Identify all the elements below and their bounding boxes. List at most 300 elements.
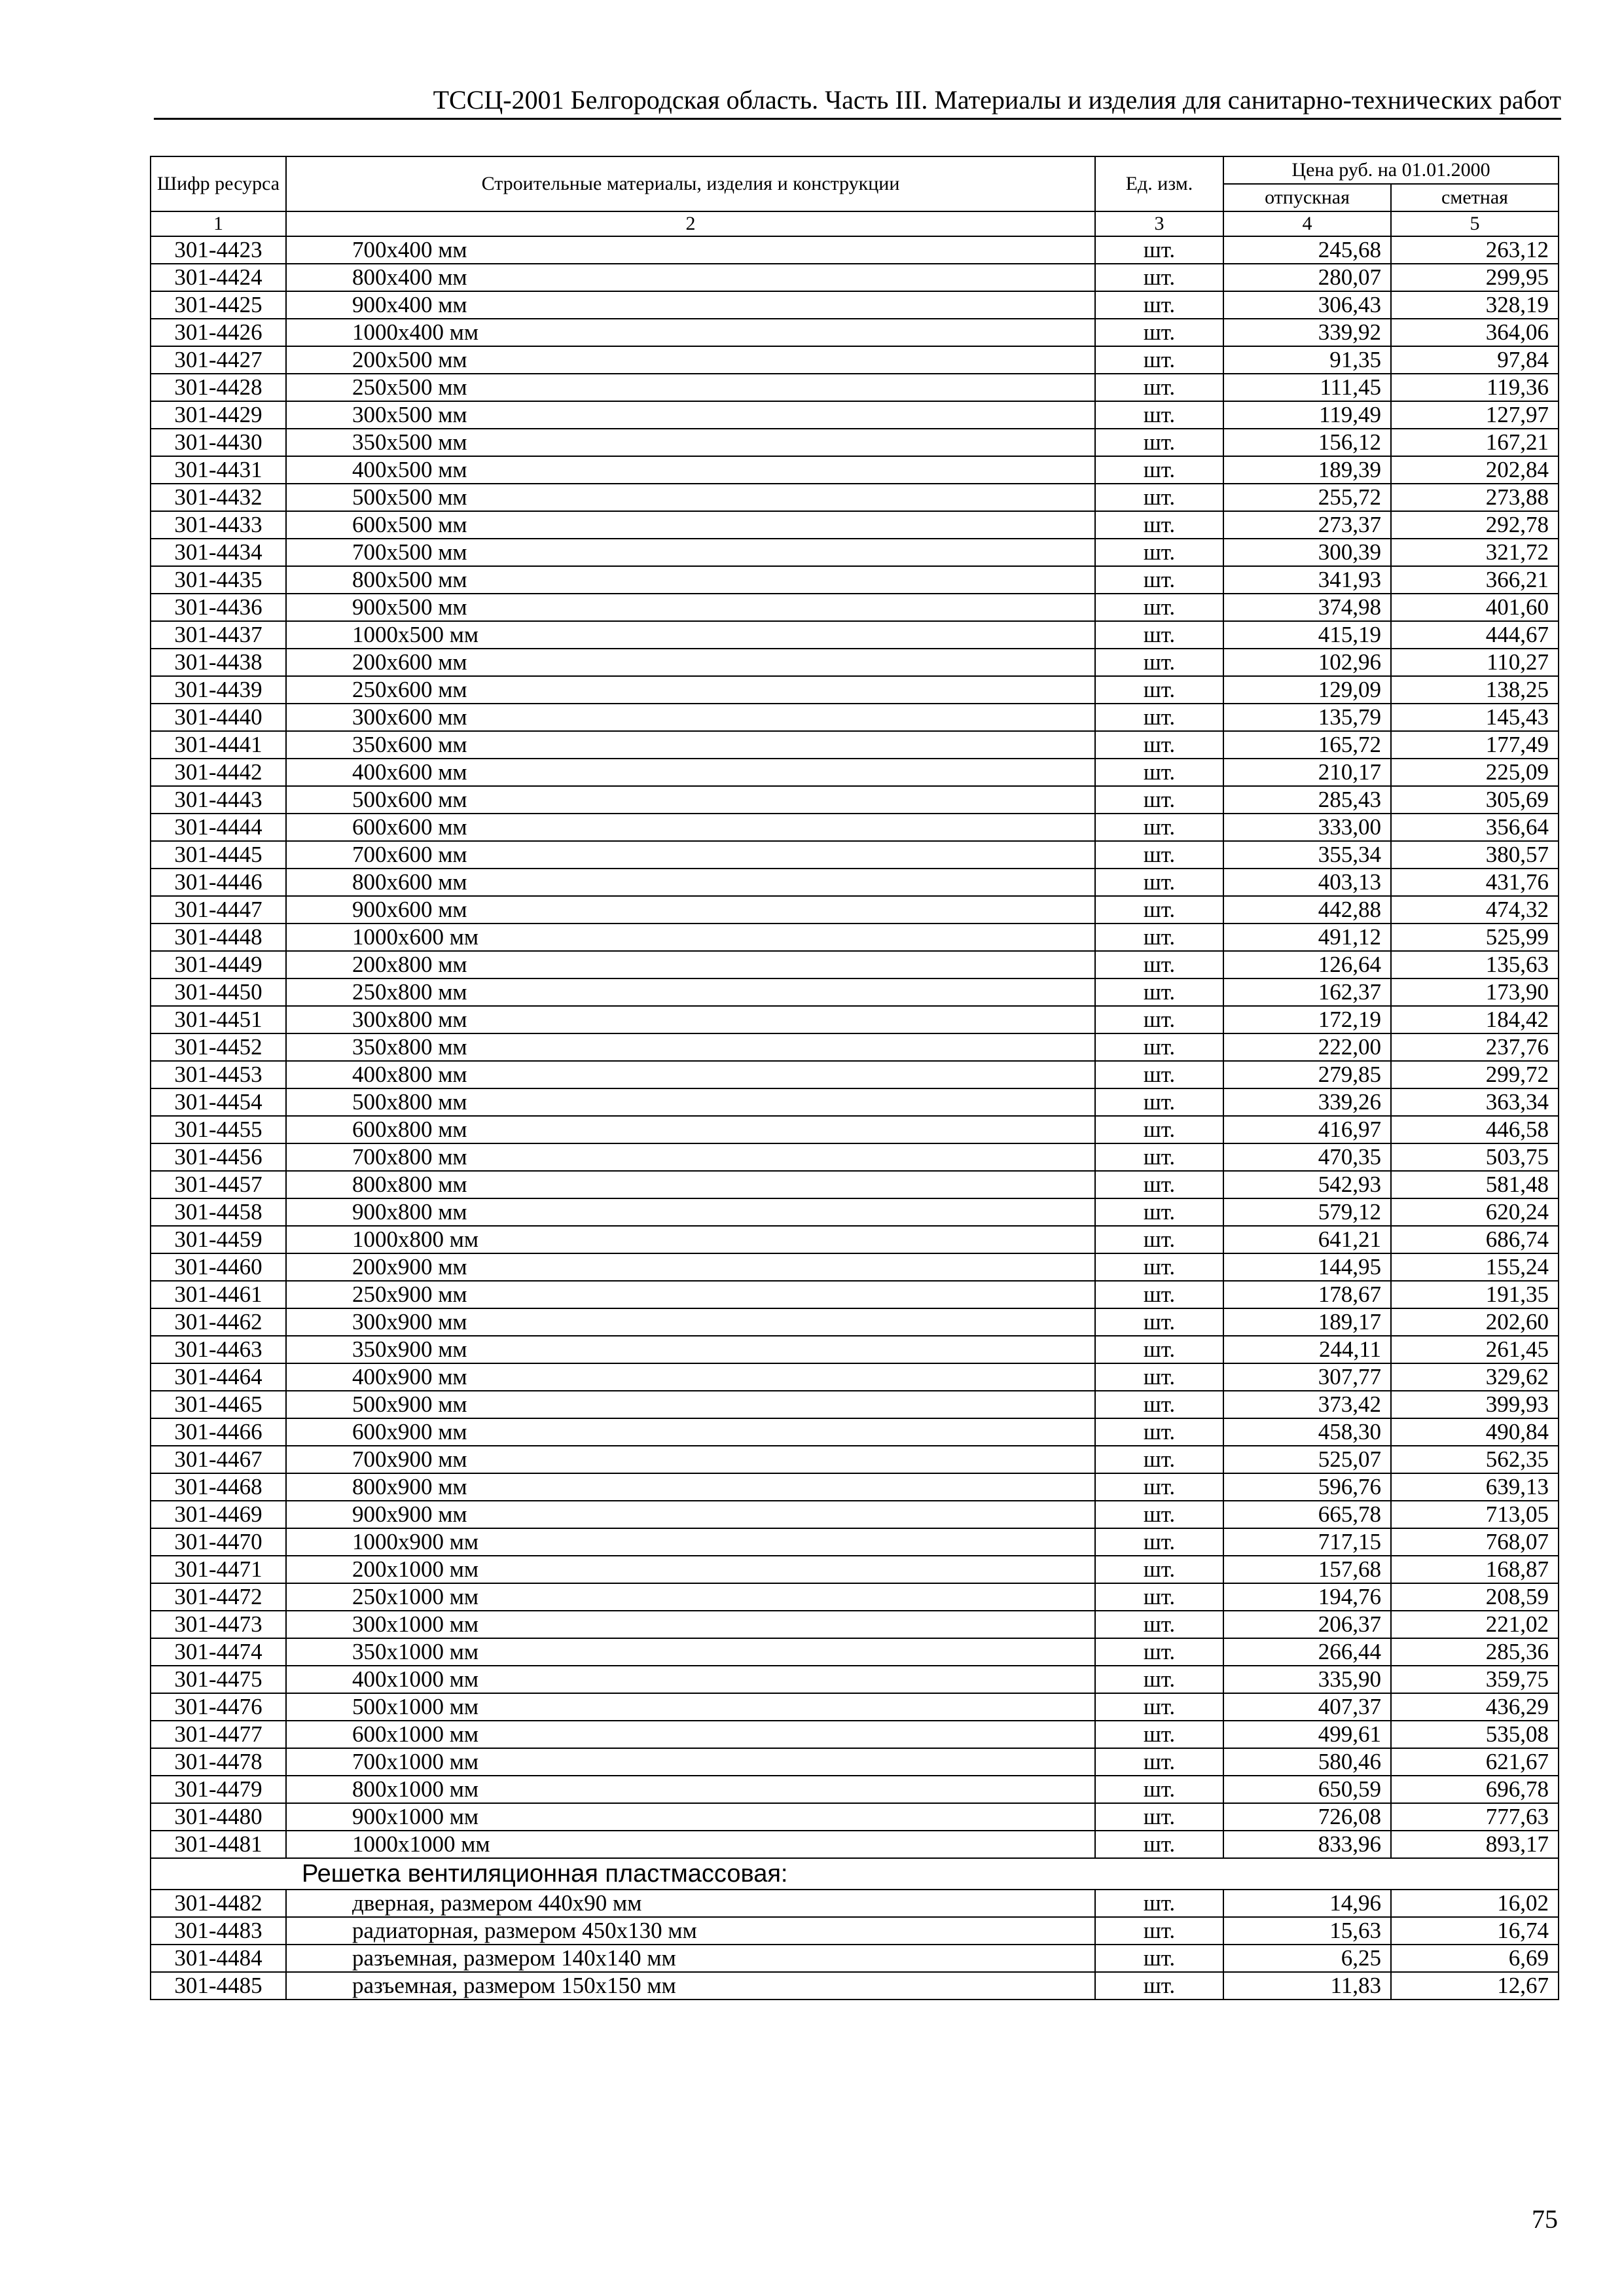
material-name-cell: разъемная, размером 150x150 мм — [286, 1972, 1095, 2000]
material-name-cell: 400x500 мм — [286, 456, 1095, 484]
material-name-cell: 400x800 мм — [286, 1061, 1095, 1088]
price-table-body — [151, 156, 1559, 2000]
resource-code-cell: 301-4449 — [151, 951, 286, 978]
material-name-cell: 1000x800 мм — [286, 1226, 1095, 1253]
table-row — [151, 1890, 1559, 1917]
table-row — [151, 511, 1559, 539]
unit-cell: шт. — [1095, 1336, 1223, 1363]
material-name-cell: 200x800 мм — [286, 951, 1095, 978]
unit-cell: шт. — [1095, 1528, 1223, 1556]
unit-cell: шт. — [1095, 1473, 1223, 1501]
release-price-cell: 189,17 — [1223, 1308, 1391, 1336]
unit-cell: шт. — [1095, 1253, 1223, 1281]
resource-code-cell: 301-4423 — [151, 236, 286, 264]
material-name-cell: 200x500 мм — [286, 346, 1095, 374]
table-row — [151, 924, 1559, 951]
material-name-cell: 300x600 мм — [286, 704, 1095, 731]
table-row — [151, 1776, 1559, 1803]
estimate-price-cell: 145,43 — [1391, 704, 1559, 731]
estimate-price-cell: 525,99 — [1391, 924, 1559, 951]
release-price-cell: 129,09 — [1223, 676, 1391, 704]
material-name-cell: 400x900 мм — [286, 1363, 1095, 1391]
resource-code-cell: 301-4484 — [151, 1945, 286, 1972]
estimate-price-cell: 696,78 — [1391, 1776, 1559, 1803]
material-name-cell: 500x800 мм — [286, 1088, 1095, 1116]
estimate-price-cell: 263,12 — [1391, 236, 1559, 264]
table-row — [151, 401, 1559, 429]
resource-code-cell: 301-4433 — [151, 511, 286, 539]
material-name-cell: 900x600 мм — [286, 896, 1095, 924]
unit-cell: шт. — [1095, 1418, 1223, 1446]
table-row — [151, 731, 1559, 759]
release-price-cell: 542,93 — [1223, 1171, 1391, 1198]
table-row — [151, 1831, 1559, 1858]
material-name-cell: радиаторная, размером 450x130 мм — [286, 1917, 1095, 1945]
release-price-cell: 206,37 — [1223, 1611, 1391, 1638]
table-row — [151, 1088, 1559, 1116]
estimate-price-cell: 490,84 — [1391, 1418, 1559, 1446]
release-price-cell: 255,72 — [1223, 484, 1391, 511]
release-price-cell: 307,77 — [1223, 1363, 1391, 1391]
estimate-price-cell: 273,88 — [1391, 484, 1559, 511]
material-name-cell: 800x500 мм — [286, 566, 1095, 594]
table-row — [151, 1611, 1559, 1638]
resource-code-cell: 301-4435 — [151, 566, 286, 594]
unit-cell: шт. — [1095, 429, 1223, 456]
resource-code-cell: 301-4475 — [151, 1666, 286, 1693]
release-price-cell: 415,19 — [1223, 621, 1391, 649]
unit-cell: шт. — [1095, 676, 1223, 704]
unit-cell: шт. — [1095, 456, 1223, 484]
unit-cell: шт. — [1095, 1446, 1223, 1473]
release-price-cell: 11,83 — [1223, 1972, 1391, 2000]
estimate-price-cell: 777,63 — [1391, 1803, 1559, 1831]
material-name-cell: 700x500 мм — [286, 539, 1095, 566]
unit-cell: шт. — [1095, 786, 1223, 814]
resource-code-cell: 301-4439 — [151, 676, 286, 704]
page-number: 75 — [1532, 2204, 1558, 2234]
page-header-title: ТССЦ-2001 Белгородская область. Часть III. Материалы и изделия для санитарно-технических работ — [433, 85, 1561, 115]
resource-code-cell: 301-4468 — [151, 1473, 286, 1501]
unit-cell: шт. — [1095, 924, 1223, 951]
release-price-cell: 300,39 — [1223, 539, 1391, 566]
release-price-cell: 126,64 — [1223, 951, 1391, 978]
resource-code-cell: 301-4424 — [151, 264, 286, 291]
unit-cell: шт. — [1095, 1033, 1223, 1061]
column-number: 3 — [1095, 211, 1223, 236]
material-name-cell: 250x600 мм — [286, 676, 1095, 704]
release-price-cell: 165,72 — [1223, 731, 1391, 759]
unit-cell: шт. — [1095, 1171, 1223, 1198]
material-name-cell: 600x600 мм — [286, 814, 1095, 841]
release-price-cell: 717,15 — [1223, 1528, 1391, 1556]
material-name-cell: 1000x1000 мм — [286, 1831, 1095, 1858]
resource-code-cell: 301-4448 — [151, 924, 286, 951]
column-number: 1 — [151, 211, 286, 236]
resource-code-cell: 301-4452 — [151, 1033, 286, 1061]
estimate-price-cell: 237,76 — [1391, 1033, 1559, 1061]
material-name-cell: 500x1000 мм — [286, 1693, 1095, 1721]
unit-cell: шт. — [1095, 264, 1223, 291]
unit-cell: шт. — [1095, 1917, 1223, 1945]
release-price-cell: 178,67 — [1223, 1281, 1391, 1308]
estimate-price-cell: 620,24 — [1391, 1198, 1559, 1226]
material-name-cell: 500x500 мм — [286, 484, 1095, 511]
header-rule — [154, 118, 1561, 120]
resource-code-cell: 301-4472 — [151, 1583, 286, 1611]
estimate-price-cell: 366,21 — [1391, 566, 1559, 594]
material-name-cell: 300x1000 мм — [286, 1611, 1095, 1638]
estimate-price-cell: 292,78 — [1391, 511, 1559, 539]
table-row — [151, 1171, 1559, 1198]
table-row — [151, 1006, 1559, 1033]
unit-cell: шт. — [1095, 869, 1223, 896]
release-price-cell: 335,90 — [1223, 1666, 1391, 1693]
material-name-cell: 700x600 мм — [286, 841, 1095, 869]
unit-cell: шт. — [1095, 594, 1223, 621]
release-price-cell: 91,35 — [1223, 346, 1391, 374]
unit-cell: шт. — [1095, 1061, 1223, 1088]
estimate-price-cell: 328,19 — [1391, 291, 1559, 319]
estimate-price-cell: 261,45 — [1391, 1336, 1559, 1363]
resource-code-cell: 301-4466 — [151, 1418, 286, 1446]
unit-cell: шт. — [1095, 1611, 1223, 1638]
resource-code-cell: 301-4426 — [151, 319, 286, 346]
unit-cell: шт. — [1095, 346, 1223, 374]
material-name-cell: 600x500 мм — [286, 511, 1095, 539]
release-price-cell: 333,00 — [1223, 814, 1391, 841]
unit-cell: шт. — [1095, 951, 1223, 978]
table-row — [151, 374, 1559, 401]
material-name-cell: 700x400 мм — [286, 236, 1095, 264]
estimate-price-cell: 893,17 — [1391, 1831, 1559, 1858]
resource-code-cell: 301-4482 — [151, 1890, 286, 1917]
table-row — [151, 1693, 1559, 1721]
release-price-cell: 416,97 — [1223, 1116, 1391, 1143]
unit-cell: шт. — [1095, 1116, 1223, 1143]
material-name-cell: 250x500 мм — [286, 374, 1095, 401]
resource-code-cell: 301-4429 — [151, 401, 286, 429]
material-name-cell: 700x800 мм — [286, 1143, 1095, 1171]
material-name-cell: 1000x600 мм — [286, 924, 1095, 951]
unit-cell: шт. — [1095, 1972, 1223, 2000]
price-table — [150, 156, 1559, 2000]
unit-cell: шт. — [1095, 649, 1223, 676]
table-row — [151, 869, 1559, 896]
estimate-price-cell: 202,60 — [1391, 1308, 1559, 1336]
header-unit: Ед. изм. — [1095, 156, 1223, 211]
resource-code-cell: 301-4454 — [151, 1088, 286, 1116]
header-code: Шифр ресурса — [151, 156, 286, 211]
release-price-cell: 470,35 — [1223, 1143, 1391, 1171]
material-name-cell: 600x800 мм — [286, 1116, 1095, 1143]
release-price-cell: 407,37 — [1223, 1693, 1391, 1721]
section-title: Решетка вентиляционная пластмассовая: — [151, 1858, 1559, 1890]
resource-code-cell: 301-4434 — [151, 539, 286, 566]
release-price-cell: 14,96 — [1223, 1890, 1391, 1917]
table-row — [151, 1446, 1559, 1473]
resource-code-cell: 301-4453 — [151, 1061, 286, 1088]
resource-code-cell: 301-4458 — [151, 1198, 286, 1226]
unit-cell: шт. — [1095, 1143, 1223, 1171]
release-price-cell: 355,34 — [1223, 841, 1391, 869]
release-price-cell: 280,07 — [1223, 264, 1391, 291]
unit-cell: шт. — [1095, 1281, 1223, 1308]
resource-code-cell: 301-4438 — [151, 649, 286, 676]
release-price-cell: 266,44 — [1223, 1638, 1391, 1666]
resource-code-cell: 301-4470 — [151, 1528, 286, 1556]
release-price-cell: 273,37 — [1223, 511, 1391, 539]
unit-cell: шт. — [1095, 511, 1223, 539]
table-row — [151, 1363, 1559, 1391]
material-name-cell: 600x1000 мм — [286, 1721, 1095, 1748]
unit-cell: шт. — [1095, 621, 1223, 649]
table-row — [151, 1528, 1559, 1556]
column-number: 5 — [1391, 211, 1559, 236]
material-name-cell: 1000x900 мм — [286, 1528, 1095, 1556]
material-name-cell: 350x600 мм — [286, 731, 1095, 759]
estimate-price-cell: 431,76 — [1391, 869, 1559, 896]
estimate-price-cell: 221,02 — [1391, 1611, 1559, 1638]
release-price-cell: 665,78 — [1223, 1501, 1391, 1528]
estimate-price-cell: 305,69 — [1391, 786, 1559, 814]
table-row — [151, 1666, 1559, 1693]
table-row — [151, 1473, 1559, 1501]
release-price-cell: 144,95 — [1223, 1253, 1391, 1281]
estimate-price-cell: 127,97 — [1391, 401, 1559, 429]
unit-cell: шт. — [1095, 1226, 1223, 1253]
material-name-cell: 500x900 мм — [286, 1391, 1095, 1418]
estimate-price-cell: 16,02 — [1391, 1890, 1559, 1917]
resource-code-cell: 301-4464 — [151, 1363, 286, 1391]
estimate-price-cell: 401,60 — [1391, 594, 1559, 621]
resource-code-cell: 301-4459 — [151, 1226, 286, 1253]
estimate-price-cell: 380,57 — [1391, 841, 1559, 869]
release-price-cell: 210,17 — [1223, 759, 1391, 786]
resource-code-cell: 301-4442 — [151, 759, 286, 786]
unit-cell: шт. — [1095, 896, 1223, 924]
table-row — [151, 759, 1559, 786]
unit-cell: шт. — [1095, 1556, 1223, 1583]
resource-code-cell: 301-4447 — [151, 896, 286, 924]
table-row — [151, 319, 1559, 346]
estimate-price-cell: 399,93 — [1391, 1391, 1559, 1418]
table-row — [151, 786, 1559, 814]
resource-code-cell: 301-4457 — [151, 1171, 286, 1198]
material-name-cell: 350x900 мм — [286, 1336, 1095, 1363]
resource-code-cell: 301-4469 — [151, 1501, 286, 1528]
release-price-cell: 189,39 — [1223, 456, 1391, 484]
release-price-cell: 650,59 — [1223, 1776, 1391, 1803]
table-row — [151, 1198, 1559, 1226]
estimate-price-cell: 12,67 — [1391, 1972, 1559, 2000]
table-row — [151, 484, 1559, 511]
table-row — [151, 649, 1559, 676]
material-name-cell: 900x1000 мм — [286, 1803, 1095, 1831]
resource-code-cell: 301-4455 — [151, 1116, 286, 1143]
unit-cell: шт. — [1095, 1198, 1223, 1226]
estimate-price-cell: 363,34 — [1391, 1088, 1559, 1116]
table-row — [151, 621, 1559, 649]
estimate-price-cell: 167,21 — [1391, 429, 1559, 456]
unit-cell: шт. — [1095, 1006, 1223, 1033]
release-price-cell: 373,42 — [1223, 1391, 1391, 1418]
header-row-top — [151, 156, 1559, 184]
resource-code-cell: 301-4465 — [151, 1391, 286, 1418]
estimate-price-cell: 168,87 — [1391, 1556, 1559, 1583]
estimate-price-cell: 299,72 — [1391, 1061, 1559, 1088]
table-row — [151, 814, 1559, 841]
estimate-price-cell: 184,42 — [1391, 1006, 1559, 1033]
header-price: Цена руб. на 01.01.2000 — [1223, 156, 1559, 184]
release-price-cell: 596,76 — [1223, 1473, 1391, 1501]
material-name-cell: 300x900 мм — [286, 1308, 1095, 1336]
table-row — [151, 264, 1559, 291]
estimate-price-cell: 191,35 — [1391, 1281, 1559, 1308]
unit-cell: шт. — [1095, 1391, 1223, 1418]
table-row — [151, 1721, 1559, 1748]
resource-code-cell: 301-4474 — [151, 1638, 286, 1666]
release-price-cell: 339,26 — [1223, 1088, 1391, 1116]
estimate-price-cell: 581,48 — [1391, 1171, 1559, 1198]
table-row — [151, 1253, 1559, 1281]
material-name-cell: 600x900 мм — [286, 1418, 1095, 1446]
unit-cell: шт. — [1095, 291, 1223, 319]
release-price-cell: 491,12 — [1223, 924, 1391, 951]
table-row — [151, 951, 1559, 978]
release-price-cell: 111,45 — [1223, 374, 1391, 401]
release-price-cell: 244,11 — [1223, 1336, 1391, 1363]
table-row — [151, 594, 1559, 621]
resource-code-cell: 301-4450 — [151, 978, 286, 1006]
unit-cell: шт. — [1095, 1583, 1223, 1611]
table-row — [151, 456, 1559, 484]
unit-cell: шт. — [1095, 484, 1223, 511]
estimate-price-cell: 321,72 — [1391, 539, 1559, 566]
estimate-price-cell: 503,75 — [1391, 1143, 1559, 1171]
resource-code-cell: 301-4473 — [151, 1611, 286, 1638]
resource-code-cell: 301-4436 — [151, 594, 286, 621]
unit-cell: шт. — [1095, 236, 1223, 264]
release-price-cell: 245,68 — [1223, 236, 1391, 264]
material-name-cell: 800x800 мм — [286, 1171, 1095, 1198]
header-name: Строительные материалы, изделия и конструкции — [286, 156, 1095, 211]
resource-code-cell: 301-4428 — [151, 374, 286, 401]
estimate-price-cell: 16,74 — [1391, 1917, 1559, 1945]
estimate-price-cell: 119,36 — [1391, 374, 1559, 401]
estimate-price-cell: 768,07 — [1391, 1528, 1559, 1556]
resource-code-cell: 301-4483 — [151, 1917, 286, 1945]
table-row — [151, 1226, 1559, 1253]
material-name-cell: дверная, размером 440x90 мм — [286, 1890, 1095, 1917]
estimate-price-cell: 6,69 — [1391, 1945, 1559, 1972]
unit-cell: шт. — [1095, 1721, 1223, 1748]
material-name-cell: 350x800 мм — [286, 1033, 1095, 1061]
material-name-cell: 900x400 мм — [286, 291, 1095, 319]
table-row — [151, 1418, 1559, 1446]
release-price-cell: 156,12 — [1223, 429, 1391, 456]
estimate-price-cell: 97,84 — [1391, 346, 1559, 374]
material-name-cell: 350x500 мм — [286, 429, 1095, 456]
resource-code-cell: 301-4461 — [151, 1281, 286, 1308]
material-name-cell: 1000x500 мм — [286, 621, 1095, 649]
estimate-price-cell: 225,09 — [1391, 759, 1559, 786]
unit-cell: шт. — [1095, 1363, 1223, 1391]
release-price-cell: 172,19 — [1223, 1006, 1391, 1033]
material-name-cell: 400x1000 мм — [286, 1666, 1095, 1693]
resource-code-cell: 301-4471 — [151, 1556, 286, 1583]
resource-code-cell: 301-4445 — [151, 841, 286, 869]
estimate-price-cell: 686,74 — [1391, 1226, 1559, 1253]
table-row — [151, 704, 1559, 731]
unit-cell: шт. — [1095, 1831, 1223, 1858]
material-name-cell: разъемная, размером 140x140 мм — [286, 1945, 1095, 1972]
unit-cell: шт. — [1095, 566, 1223, 594]
estimate-price-cell: 110,27 — [1391, 649, 1559, 676]
release-price-cell: 726,08 — [1223, 1803, 1391, 1831]
material-name-cell: 900x900 мм — [286, 1501, 1095, 1528]
resource-code-cell: 301-4476 — [151, 1693, 286, 1721]
material-name-cell: 800x900 мм — [286, 1473, 1095, 1501]
section-row — [151, 1858, 1559, 1890]
table-row — [151, 539, 1559, 566]
material-name-cell: 250x1000 мм — [286, 1583, 1095, 1611]
release-price-cell: 341,93 — [1223, 566, 1391, 594]
table-row — [151, 1945, 1559, 1972]
table-row — [151, 1556, 1559, 1583]
resource-code-cell: 301-4477 — [151, 1721, 286, 1748]
unit-cell: шт. — [1095, 1638, 1223, 1666]
material-name-cell: 250x800 мм — [286, 978, 1095, 1006]
resource-code-cell: 301-4480 — [151, 1803, 286, 1831]
release-price-cell: 15,63 — [1223, 1917, 1391, 1945]
material-name-cell: 800x400 мм — [286, 264, 1095, 291]
resource-code-cell: 301-4460 — [151, 1253, 286, 1281]
estimate-price-cell: 446,58 — [1391, 1116, 1559, 1143]
table-row — [151, 1391, 1559, 1418]
resource-code-cell: 301-4485 — [151, 1972, 286, 2000]
estimate-price-cell: 135,63 — [1391, 951, 1559, 978]
unit-cell: шт. — [1095, 1308, 1223, 1336]
table-row — [151, 1061, 1559, 1088]
estimate-price-cell: 359,75 — [1391, 1666, 1559, 1693]
unit-cell: шт. — [1095, 1890, 1223, 1917]
table-row — [151, 1638, 1559, 1666]
resource-code-cell: 301-4441 — [151, 731, 286, 759]
unit-cell: шт. — [1095, 1803, 1223, 1831]
estimate-price-cell: 535,08 — [1391, 1721, 1559, 1748]
table-row — [151, 1033, 1559, 1061]
resource-code-cell: 301-4481 — [151, 1831, 286, 1858]
release-price-cell: 499,61 — [1223, 1721, 1391, 1748]
material-name-cell: 800x1000 мм — [286, 1776, 1095, 1803]
material-name-cell: 900x500 мм — [286, 594, 1095, 621]
release-price-cell: 194,76 — [1223, 1583, 1391, 1611]
unit-cell: шт. — [1095, 374, 1223, 401]
unit-cell: шт. — [1095, 1666, 1223, 1693]
unit-cell: шт. — [1095, 539, 1223, 566]
resource-code-cell: 301-4437 — [151, 621, 286, 649]
resource-code-cell: 301-4462 — [151, 1308, 286, 1336]
table-row — [151, 676, 1559, 704]
table-row — [151, 896, 1559, 924]
release-price-cell: 525,07 — [1223, 1446, 1391, 1473]
table-row — [151, 1281, 1559, 1308]
resource-code-cell: 301-4440 — [151, 704, 286, 731]
estimate-price-cell: 474,32 — [1391, 896, 1559, 924]
resource-code-cell: 301-4478 — [151, 1748, 286, 1776]
unit-cell: шт. — [1095, 401, 1223, 429]
